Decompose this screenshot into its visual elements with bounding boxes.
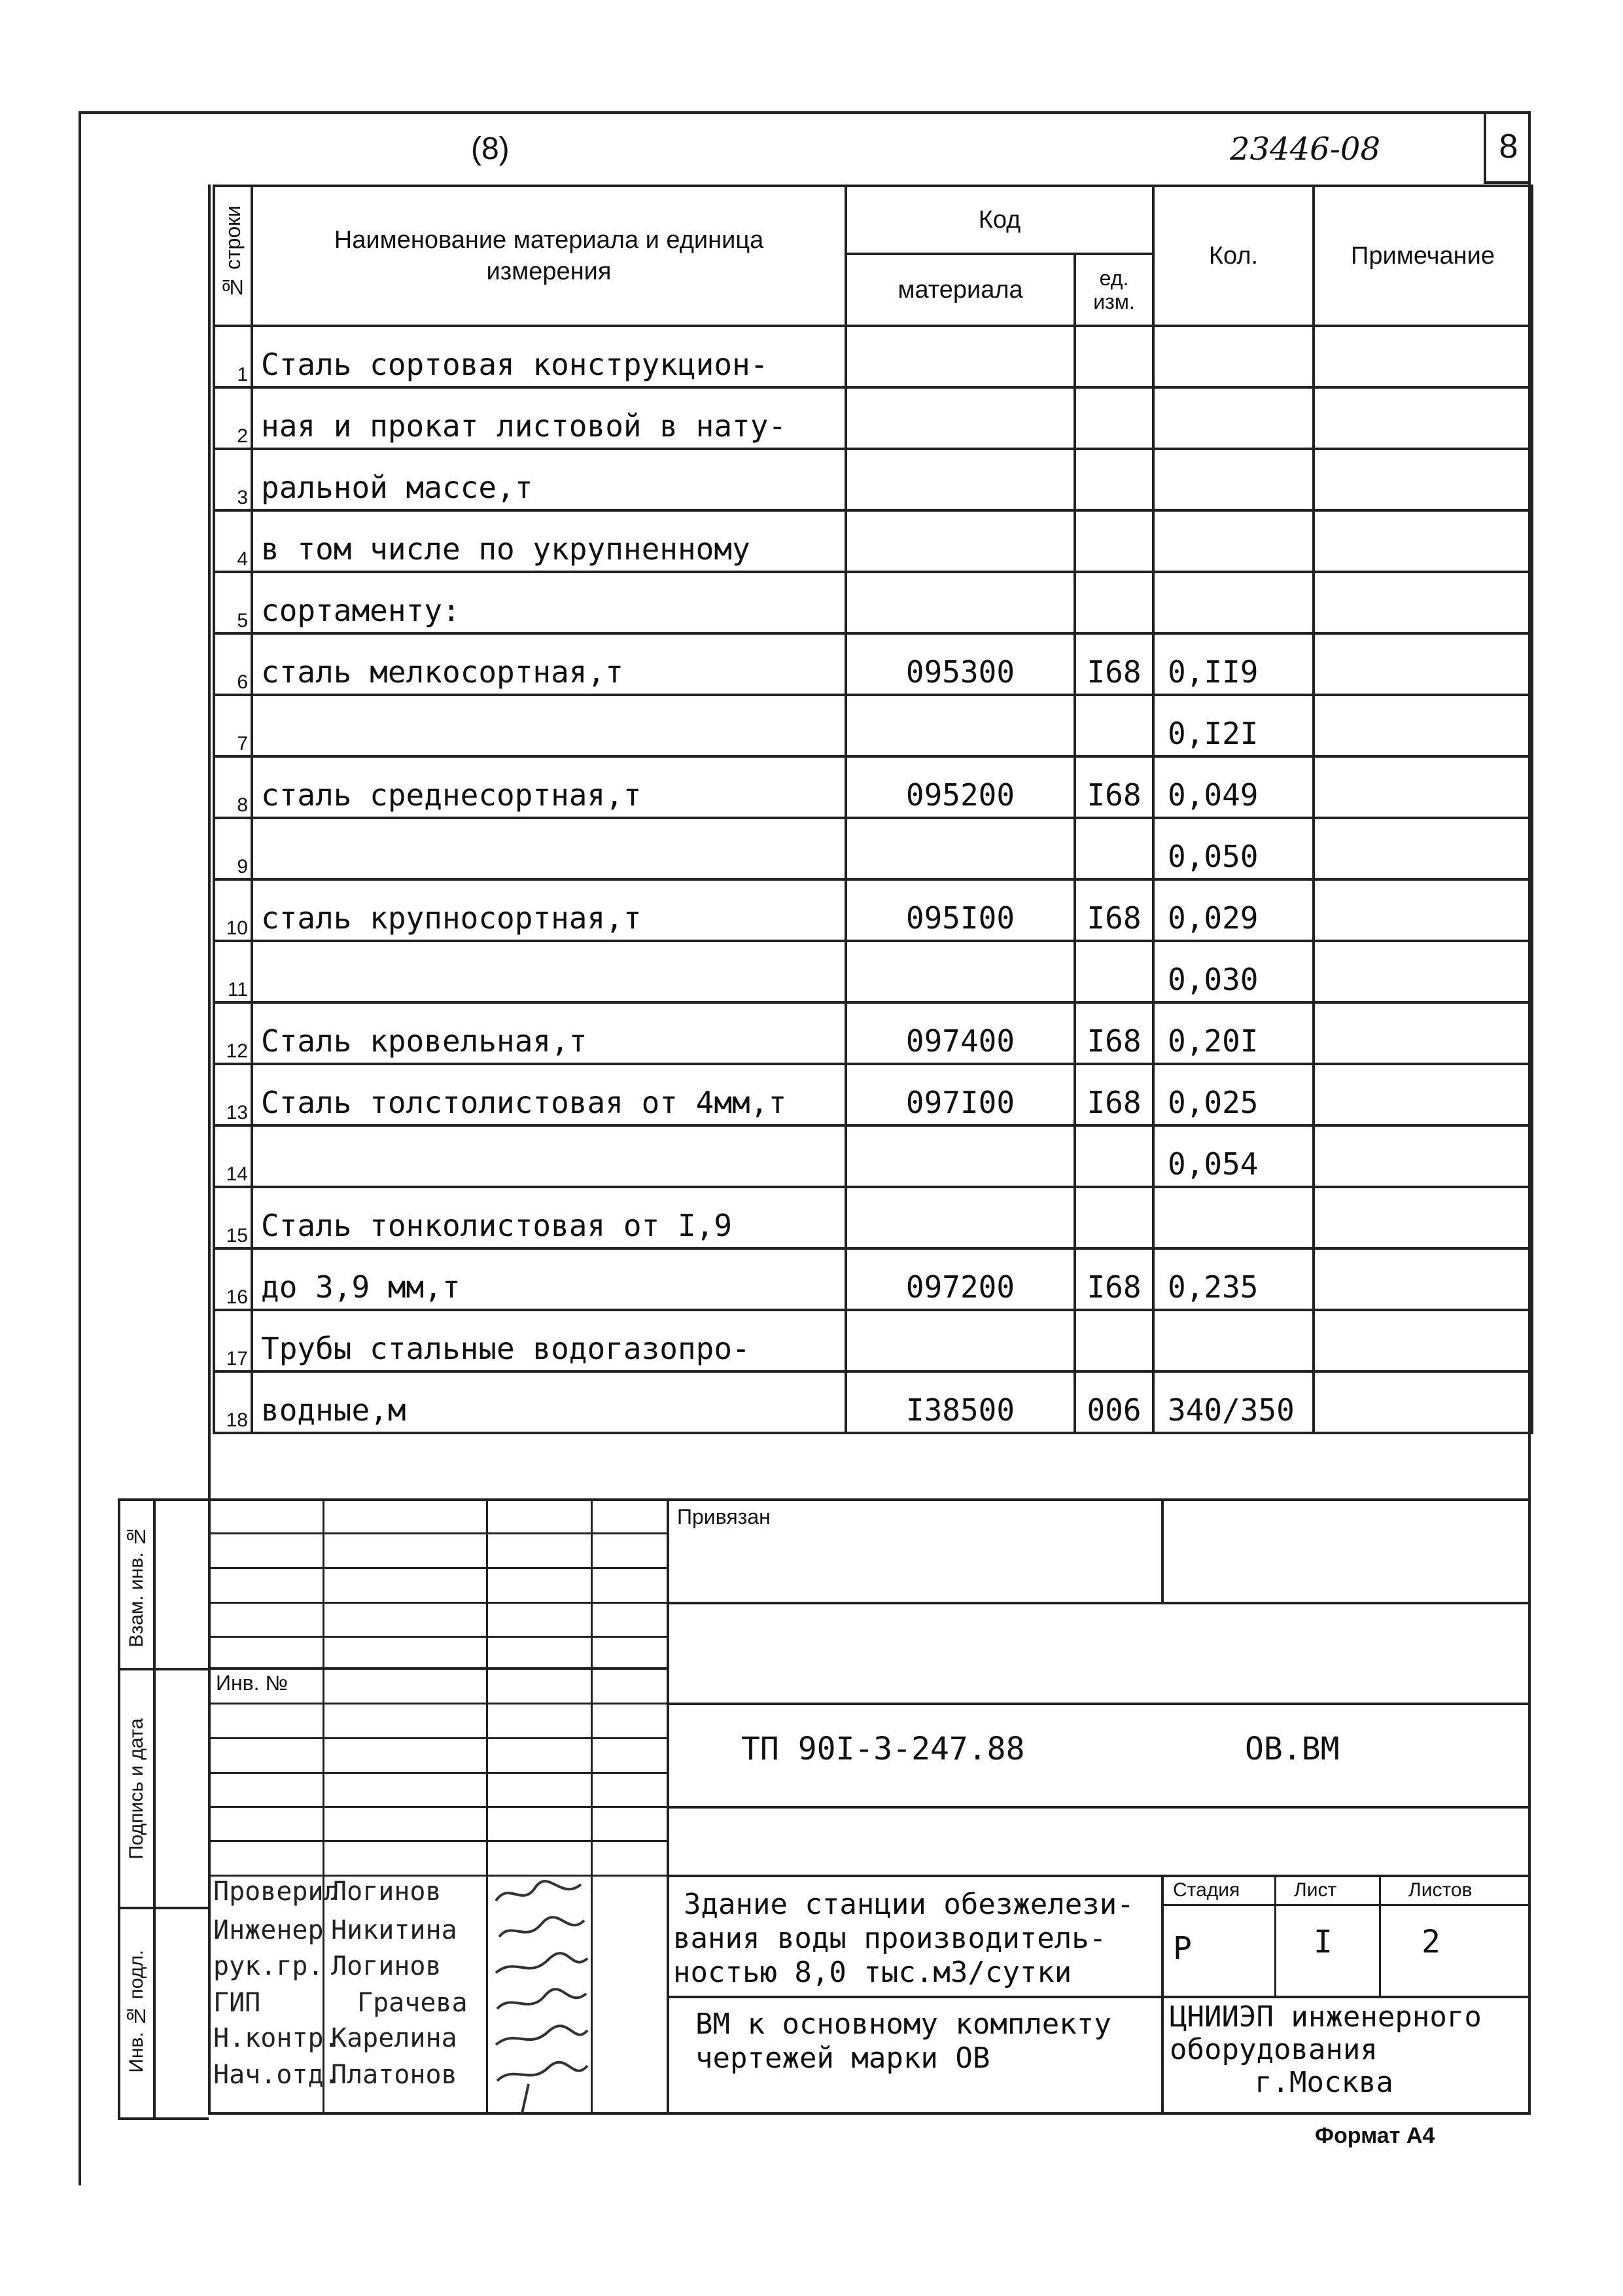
col-note: Примечание bbox=[1314, 186, 1532, 326]
side-label-vzam-inv: Взам. инв. № bbox=[126, 1525, 147, 1648]
table-row: 6 сталь мелкосортная,т 095300 I68 0,II9 bbox=[214, 633, 1532, 695]
sheet-number: 8 bbox=[1499, 128, 1518, 166]
signer-role: Проверил bbox=[213, 1877, 340, 1907]
table-row: 4 в том числе по укрупненному bbox=[214, 510, 1532, 572]
table-row: 10 сталь крупносортная,т 095I00 I68 0,029 bbox=[214, 879, 1532, 941]
col-qty: Кол. bbox=[1153, 186, 1314, 326]
col-code-material: материала bbox=[846, 254, 1075, 326]
archive-number: 23446-08 bbox=[1230, 131, 1380, 168]
title-block bbox=[669, 1498, 1531, 2115]
table-row: 11 0,030 bbox=[214, 941, 1532, 1002]
inv-no-label: Инв. № bbox=[216, 1671, 288, 1695]
signature-grid bbox=[208, 1498, 669, 2115]
signer-name: Карелина bbox=[331, 2023, 457, 2053]
table-row: 3 ральной массе,т bbox=[214, 449, 1532, 510]
signer-name: Логинов bbox=[331, 1877, 442, 1907]
table-row: 7 0,I2I bbox=[214, 695, 1532, 756]
signer-name: Никитина bbox=[331, 1915, 457, 1945]
sheet-number-box bbox=[1484, 113, 1531, 184]
stage-label: Стадия bbox=[1173, 1879, 1240, 1901]
organization: ЦНИИЭП инженерного оборудования г.Москва bbox=[1170, 2000, 1482, 2099]
signer-role: Инженер bbox=[213, 1915, 324, 1945]
sheets-label: Листов bbox=[1408, 1879, 1473, 1901]
sheet-value: I bbox=[1314, 1924, 1333, 1960]
table-row: 17 Трубы стальные водогазопро- bbox=[214, 1310, 1532, 1371]
signer-role: Н.контр. bbox=[213, 2023, 340, 2053]
signer-name: Грачева bbox=[357, 1988, 468, 2018]
side-label-podpis-data: Подпись и дата bbox=[126, 1718, 147, 1860]
table-row: 12 Сталь кровельная,т 097400 I68 0,20I bbox=[214, 1002, 1532, 1064]
table-row: 18 водные,м I38500 006 340/350 bbox=[214, 1371, 1532, 1433]
sheet-label: Лист bbox=[1294, 1879, 1337, 1901]
doc-code: ТП 90I-3-247.88 bbox=[741, 1731, 1025, 1767]
page-label: (8) bbox=[471, 132, 510, 166]
format-label: Формат А4 bbox=[1315, 2123, 1435, 2148]
materials-table bbox=[213, 185, 1533, 1434]
signer-role: ГИП bbox=[213, 1988, 261, 2018]
sheets-value: 2 bbox=[1422, 1924, 1440, 1960]
stage-value: Р bbox=[1173, 1930, 1192, 1967]
table-row: 8 сталь среднесортная,т 095200 I68 0,049 bbox=[214, 756, 1532, 818]
table-row: 14 0,054 bbox=[214, 1125, 1532, 1187]
signatures-drawing bbox=[489, 1875, 594, 2117]
table-row: 13 Сталь толстолистовая от 4мм,т 097I00 I68 0,025 bbox=[214, 1064, 1532, 1125]
table-row: 2 ная и прокат листовой в нату- bbox=[214, 387, 1532, 449]
signer-role: рук.гр. bbox=[213, 1951, 324, 1981]
table-row: 5 сортаменту: bbox=[214, 572, 1532, 633]
doc-mark: ОВ.ВМ bbox=[1245, 1731, 1340, 1767]
table-row: 9 0,050 bbox=[214, 818, 1532, 879]
sheet-title: ВМ к основному комплекту чертежей марки ОВ bbox=[695, 2007, 1111, 2075]
signer-role: Нач.отд. bbox=[213, 2060, 340, 2090]
side-stamp bbox=[118, 1498, 209, 2120]
side-label-inv-podl: Инв. № подл. bbox=[126, 1950, 147, 2073]
col-code-unit: ед. изм. bbox=[1075, 254, 1153, 326]
table-row: 15 Сталь тонколистовая от I,9 bbox=[214, 1187, 1532, 1248]
table-row: 1 Сталь сортовая конструкцион- bbox=[214, 326, 1532, 387]
col-name: Наименование материала и единица измерения bbox=[252, 186, 846, 326]
col-row-no: № строки bbox=[214, 186, 252, 326]
frame-top-line bbox=[79, 111, 1531, 114]
col-code-group: Код bbox=[846, 186, 1153, 254]
frame-left-line bbox=[79, 111, 81, 2185]
signer-name: Платонов bbox=[331, 2060, 457, 2090]
building-title: Здание станции обезжелези- вания воды производитель- ностью 8,0 тыс.м3/сутки bbox=[673, 1888, 1134, 1989]
signer-name: Логинов bbox=[331, 1951, 442, 1981]
table-row: 16 до 3,9 мм,т 097200 I68 0,235 bbox=[214, 1248, 1532, 1310]
privyazan-label: Привязан bbox=[677, 1505, 771, 1528]
